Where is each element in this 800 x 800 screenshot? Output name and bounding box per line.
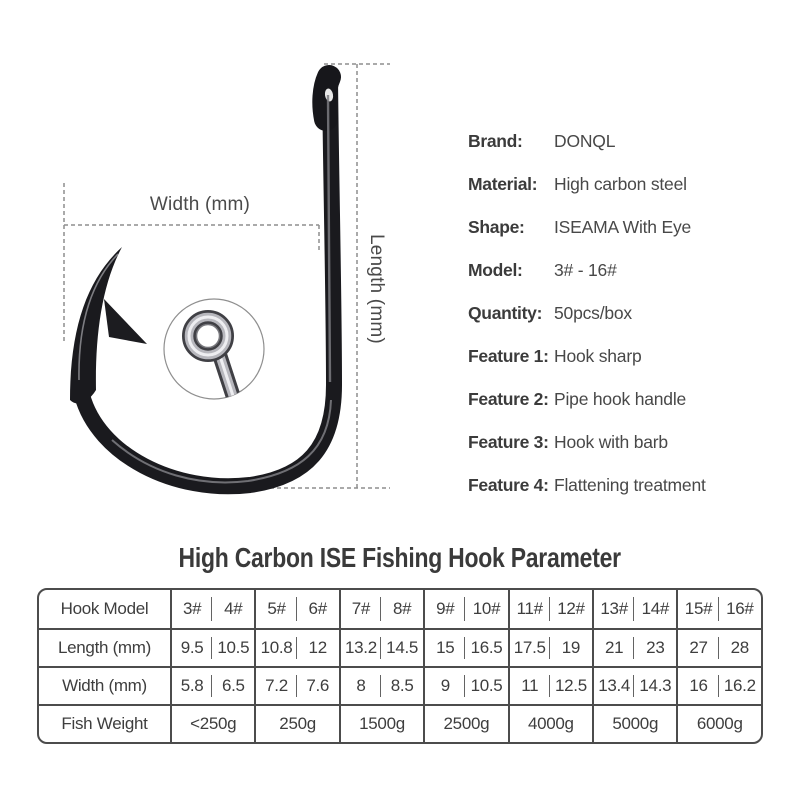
dimension-lines [64,64,390,488]
model-cell: 15# [676,590,718,628]
model-cell: 16# [719,590,761,628]
spec-value: Pipe hook handle [554,389,687,409]
eye-magnifier [164,299,264,408]
spec-row-material [468,163,788,206]
width-cell: 9 [423,666,465,704]
length-cell: 28 [719,628,761,666]
width-cell: 14.3 [634,666,676,704]
length-cell: 13.2 [339,628,381,666]
spec-label: Model: [468,260,523,280]
width-cell: 11 [508,666,550,704]
length-cell: 15 [423,628,465,666]
model-cell: 6# [297,590,339,628]
spec-label: Shape: [468,217,525,237]
length-cell: 23 [634,628,676,666]
spec-value: Hook with barb [554,432,668,452]
model-cell: 13# [592,590,634,628]
row-header: Fish Weight [39,704,170,742]
spec-label: Material: [468,174,538,194]
model-cell: 9# [423,590,465,628]
length-cell: 19 [550,628,592,666]
spec-value: ISEAMA With Eye [554,217,692,237]
width-cell: 5.8 [170,666,212,704]
width-cell: 16 [676,666,718,704]
spec-label: Quantity: [468,303,543,323]
spec-row-model [468,249,788,292]
width-cell: 13.4 [592,666,634,704]
table-row-hook-model [39,590,761,628]
spec-value: Flattening treatment [554,475,706,495]
width-cell: 6.5 [212,666,254,704]
fish-weight-cell: 2500g [423,704,507,742]
length-cell: 17.5 [508,628,550,666]
table-title [0,542,800,574]
length-cell: 9.5 [170,628,212,666]
spec-value: High carbon steel [554,174,687,194]
spec-row-feature-4 [468,464,788,507]
width-cell: 7.2 [254,666,296,704]
model-cell: 7# [339,590,381,628]
model-cell: 3# [170,590,212,628]
length-dimension-label: Length (mm) [366,234,387,344]
spec-value: 3# - 16# [554,260,617,280]
fish-weight-cell: 250g [254,704,338,742]
table-row-length [39,628,761,666]
spec-value: 50pcs/box [554,303,632,323]
fish-weight-cell: <250g [170,704,254,742]
model-cell: 10# [465,590,507,628]
width-cell: 12.5 [550,666,592,704]
hook-illustration [70,77,334,486]
length-cell: 16.5 [465,628,507,666]
width-cell: 8.5 [381,666,423,704]
length-cell: 10.5 [212,628,254,666]
width-cell: 16.2 [719,666,761,704]
fish-weight-cell: 5000g [592,704,676,742]
model-cell: 11# [508,590,550,628]
spec-row-shape [468,206,788,249]
length-cell: 12 [297,628,339,666]
table-title-text: High Carbon ISE Fishing Hook Parameter [178,542,622,573]
length-cell: 14.5 [381,628,423,666]
model-cell: 14# [634,590,676,628]
length-cell: 21 [592,628,634,666]
spec-row-feature-2 [468,378,788,421]
row-header: Hook Model [60,599,149,618]
model-cell: 4# [212,590,254,628]
row-header: Width (mm) [39,666,170,704]
spec-label: Feature 3: [468,432,549,452]
model-cell: 8# [381,590,423,628]
spec-row-feature-1 [468,335,788,378]
row-header: Length (mm) [39,628,170,666]
spec-label: Feature 4: [468,475,549,495]
fish-weight-cell: 6000g [676,704,761,742]
spec-panel [468,120,788,507]
width-cell: 7.6 [297,666,339,704]
spec-label: Feature 1: [468,346,549,366]
length-cell: 10.8 [254,628,296,666]
spec-row-feature-3 [468,421,788,464]
spec-label: Brand: [468,131,523,151]
spec-row-brand [468,120,788,163]
length-cell: 27 [676,628,718,666]
spec-value: DONQL [554,131,616,151]
parameter-table [37,588,763,744]
table-row-width [39,666,761,704]
width-cell: 8 [339,666,381,704]
width-dimension-label: Width (mm) [149,194,251,215]
hook-barb [104,299,147,344]
spec-label: Feature 2: [468,389,549,409]
spec-value: Hook sharp [554,346,642,366]
model-cell: 12# [550,590,592,628]
model-cell: 5# [254,590,296,628]
fish-weight-cell: 1500g [339,704,423,742]
spec-row-quantity [468,292,788,335]
fish-weight-cell: 4000g [508,704,592,742]
table-row-fish-weight [39,704,761,742]
width-cell: 10.5 [465,666,507,704]
